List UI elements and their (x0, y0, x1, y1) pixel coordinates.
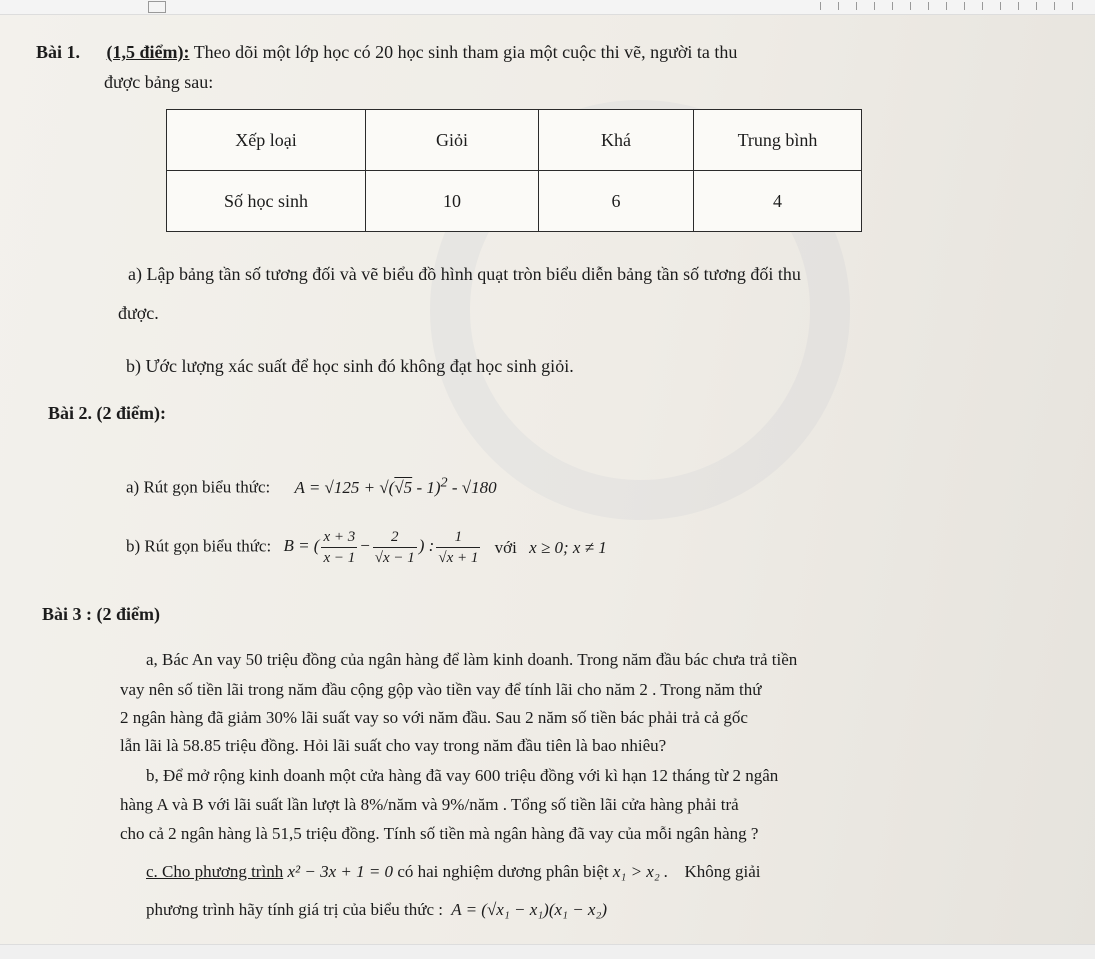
grade-table (166, 109, 862, 232)
fraction (321, 527, 357, 568)
table-cell: 4 (694, 171, 862, 232)
table-header-cell: Khá (539, 110, 694, 171)
table-cell: Số học sinh (167, 171, 366, 232)
table-header-cell: Giỏi (366, 110, 539, 171)
bai3-c-end: Không giải (684, 862, 761, 881)
frac-num: 2 (373, 527, 417, 548)
bai1-points: (1,5 điểm): (106, 42, 190, 62)
fraction (373, 527, 417, 568)
page-layout-icon[interactable] (148, 1, 166, 13)
bai2-b-label: b) Rút gọn biểu thức: (126, 536, 272, 556)
bai1-line1 (36, 42, 737, 63)
bai2-a (126, 474, 497, 498)
expr-part: A = √125 + √( (294, 477, 395, 497)
table-header-row (167, 110, 862, 171)
bai3-c2-text: phương trình hãy tính giá trị của biểu thức : (146, 900, 443, 919)
expr-part: ) : (418, 536, 435, 556)
bai1-intro: Theo dõi một lớp học có 20 học sinh tham gia một cuộc thi vẽ, người ta thu (193, 42, 738, 62)
bai2-b-expr (283, 529, 486, 566)
bai3-heading: Bài 3 : (2 điểm) (42, 604, 160, 624)
bai2-b (126, 527, 607, 568)
bai3-c2 (146, 900, 607, 920)
bai3-b3: cho cả 2 ngân hàng là 51,5 triệu đồng. Tính số tiền mà ngân hàng đã vay của mỗi ngân hàng ? (120, 824, 759, 843)
fraction (436, 527, 480, 568)
bai3-c1 (146, 862, 761, 882)
frac-den: √x − 1 (374, 550, 415, 566)
frac-num: 1 (436, 527, 480, 548)
bai1-heading: Bài 1. (36, 42, 81, 62)
bai2-heading: Bài 2. (2 điểm): (48, 403, 166, 423)
expr-part: - √180 (447, 477, 497, 497)
table-row (167, 171, 862, 232)
bai3-c-rest: có hai nghiệm dương phân biệt (397, 862, 609, 881)
bai3-a3: 2 ngân hàng đã giảm 30% lãi suất vay so với năm đầu. Sau 2 năm số tiền bác phải trả cả gốc (120, 708, 748, 727)
frac-den: x − 1 (323, 550, 356, 566)
bai3-b2: hàng A và B với lãi suất lần lượt là 8%/năm và 9%/năm . Tổng số tiền lãi cửa hàng phải trả (120, 795, 739, 814)
bai2-cond-word: với (494, 537, 517, 557)
bai1-b: b) Ước lượng xác suất để học sinh đó không đạt học sinh giỏi. (126, 356, 574, 376)
table-header-cell: Xếp loại (167, 110, 366, 171)
bai3-a1: a, Bác An vay 50 triệu đồng của ngân hàng để làm kinh doanh. Trong năm đầu bác chưa trả tiền (146, 650, 798, 669)
bai3-c-label: c. Cho phương trình (146, 862, 284, 881)
bai1-a: a) Lập bảng tần số tương đối và vẽ biểu đồ hình quạt tròn biểu diễn bảng tần số tương đối thu (128, 264, 801, 284)
ruler (820, 2, 1090, 10)
table-cell: 6 (539, 171, 694, 232)
table-cell: 10 (366, 171, 539, 232)
expr-part: − (359, 536, 371, 556)
frac-den: √x + 1 (438, 550, 479, 566)
bai3-a4: lẫn lãi là 58.85 triệu đồng. Hỏi lãi suất cho vay trong năm đầu tiên là bao nhiêu? (120, 736, 667, 755)
bai1-intro2: được bảng sau: (104, 72, 214, 92)
expr-part: - 1) (412, 477, 441, 497)
bai1-a2: được. (118, 303, 159, 323)
editor-toolbar (0, 0, 1095, 15)
table-header-cell: Trung bình (694, 110, 862, 171)
expr-part: 2 (440, 474, 448, 490)
bai3-b1: b, Để mở rộng kinh doanh một cửa hàng đã vay 600 triệu đồng với kì hạn 12 tháng từ 2 ngân (146, 766, 779, 785)
expr-part: √5 (394, 477, 413, 497)
expr-part: B = ( (283, 536, 320, 556)
bai2-cond: x ≥ 0; x ≠ 1 (529, 537, 607, 557)
bai2-a-expr (294, 474, 497, 497)
status-bar (0, 944, 1095, 959)
bai3-c2-expr: A = (√x₁ − x₁)(x₁ − x₂) (451, 900, 608, 919)
bai3-c-cond: x₁ > x₂ . (612, 862, 669, 881)
bai3-c-eq: x² − 3x + 1 = 0 (287, 862, 394, 881)
bai3-a2: vay nên số tiền lãi trong năm đầu cộng gộp vào tiền vay để tính lãi cho năm 2 . Trong năm thứ (120, 680, 762, 699)
frac-num: x + 3 (321, 527, 357, 548)
bai2-a-label: a) Rút gọn biểu thức: (126, 477, 271, 497)
